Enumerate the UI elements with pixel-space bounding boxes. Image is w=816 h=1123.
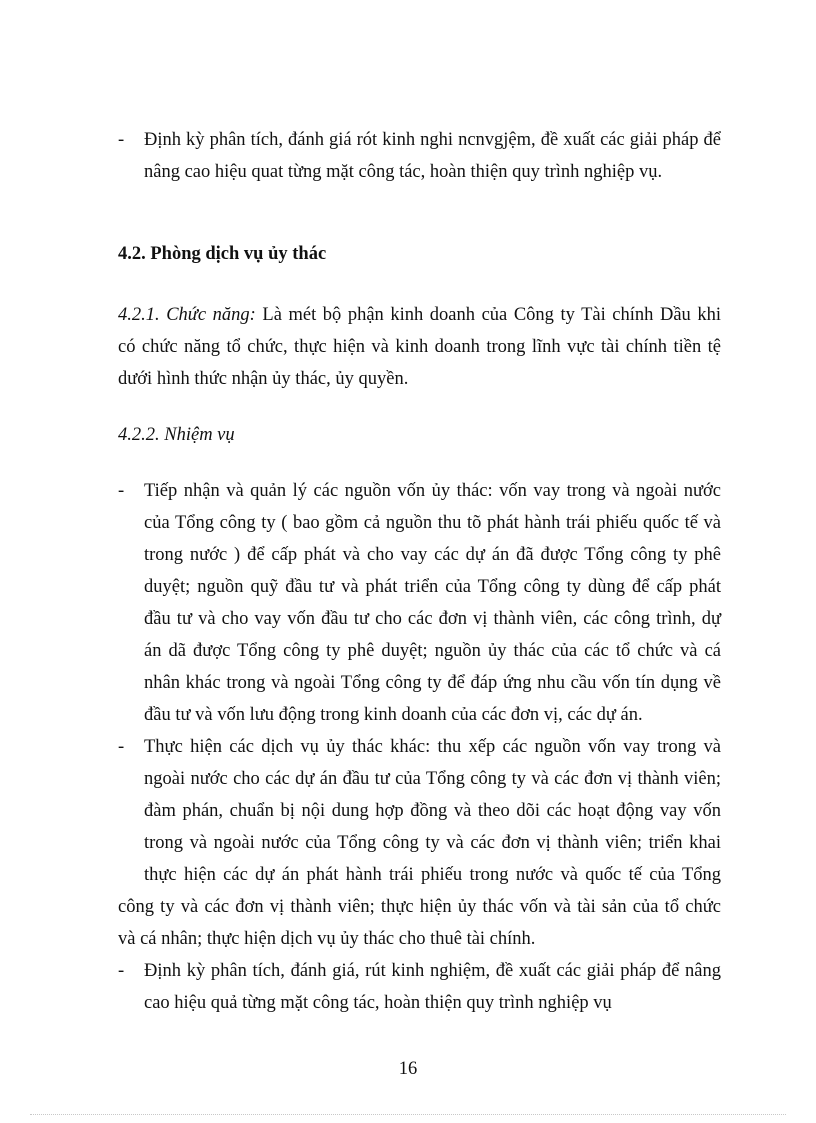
bullet-item-evaluation-2: [118, 955, 721, 1019]
section-heading: 4.2. Phòng dịch vụ ủy thác: [118, 244, 327, 264]
text-line: đàm phán, chuẩn bị nội dung hợp đồng và theo dõi các hoạt động vay vốn: [144, 801, 721, 821]
text-line: Là mét bộ phận kinh doanh của Công ty Tài chính Dầu khi: [262, 305, 721, 325]
text-line: án dã được Tổng công ty phê duyệt; nguồn ủy thác của các tổ chức và cá: [144, 641, 721, 661]
bullet-dash: -: [118, 737, 125, 757]
bullet-item-evaluation-1: [118, 124, 721, 188]
text-line: Định kỳ phân tích, đánh giá rót kinh nghi ncnvgjệm, đề xuất các giải pháp để: [144, 130, 721, 150]
page-number: 16: [398, 1059, 418, 1079]
text-line: thực hiện các dự án phát hành trái phiếu trong nước và quốc tế của Tổng: [144, 865, 721, 885]
text-line: đầu tư và cho vay vốn đầu tư cho các đơn vị thành viên, các công trình, dự: [144, 609, 721, 629]
text-line: và cá nhân; thực hiện dịch vụ ủy thác cho thuê tài chính.: [118, 929, 536, 949]
text-line: Định kỳ phân tích, đánh giá, rút kinh nghiệm, đề xuất các giải pháp để nâng: [144, 961, 721, 981]
text-line: nâng cao hiệu quat từng mặt công tác, hoàn thiện quy trình nghiệp vụ.: [144, 162, 663, 182]
text-line: duyệt; nguồn quỹ đầu tư và phát triển của Tổng công ty dùng để cấp phát: [144, 577, 721, 597]
text-line: Thực hiện các dịch vụ ủy thác khác: thu xếp các nguồn vốn vay trong và: [144, 737, 721, 757]
page-bottom-border: [30, 1114, 786, 1115]
text-line: ngoài nước cho các dự án đầu tư của Tổng công ty và các đơn vị thành viên;: [144, 769, 721, 789]
bullet-dash: -: [118, 961, 125, 981]
text-line: Tiếp nhận và quản lý các nguồn vốn ủy thác: vốn vay trong và ngoài nước: [144, 481, 721, 501]
paragraph-chuc-nang: [118, 299, 721, 395]
bullet-item-tiep-nhan: [118, 475, 721, 731]
text-line: trong nước ) để cấp phát và cho vay các dự án đã được Tổng công ty phê: [144, 545, 721, 565]
text-line: công ty và các đơn vị thành viên; thực hiện ủy thác vốn và tài sản của tổ chức: [118, 897, 721, 917]
text-line: của Tổng công ty ( bao gồm cả nguồn thu tõ phát hành trái phiếu quốc tế và: [144, 513, 721, 533]
text-line: có chức năng tổ chức, thực hiện và kinh doanh trong lĩnh vực tài chính tiền tệ: [118, 337, 721, 357]
subsection-label: 4.2.1. Chức năng:: [118, 305, 256, 325]
text-line: đầu tư và vốn lưu động trong kinh doanh của các đơn vị, các dự án.: [144, 705, 643, 725]
text-line: nhân khác trong và ngoài Tổng công ty để đáp ứng nhu cầu vốn tín dụng về: [144, 673, 721, 693]
bullet-item-thuc-hien: [118, 731, 721, 955]
text-line: trong và ngoài nước của Tổng công ty và các đơn vị thành viên; triển khai: [144, 833, 721, 853]
bullet-dash: -: [118, 130, 125, 150]
bullet-dash: -: [118, 481, 125, 501]
text-line: dưới hình thức nhận ủy thác, ủy quyền.: [118, 369, 409, 389]
text-line: cao hiệu quả từng mặt công tác, hoàn thiện quy trình nghiệp vụ: [144, 993, 612, 1013]
subsection-label-nhiem-vu: 4.2.2. Nhiệm vụ: [118, 425, 235, 445]
